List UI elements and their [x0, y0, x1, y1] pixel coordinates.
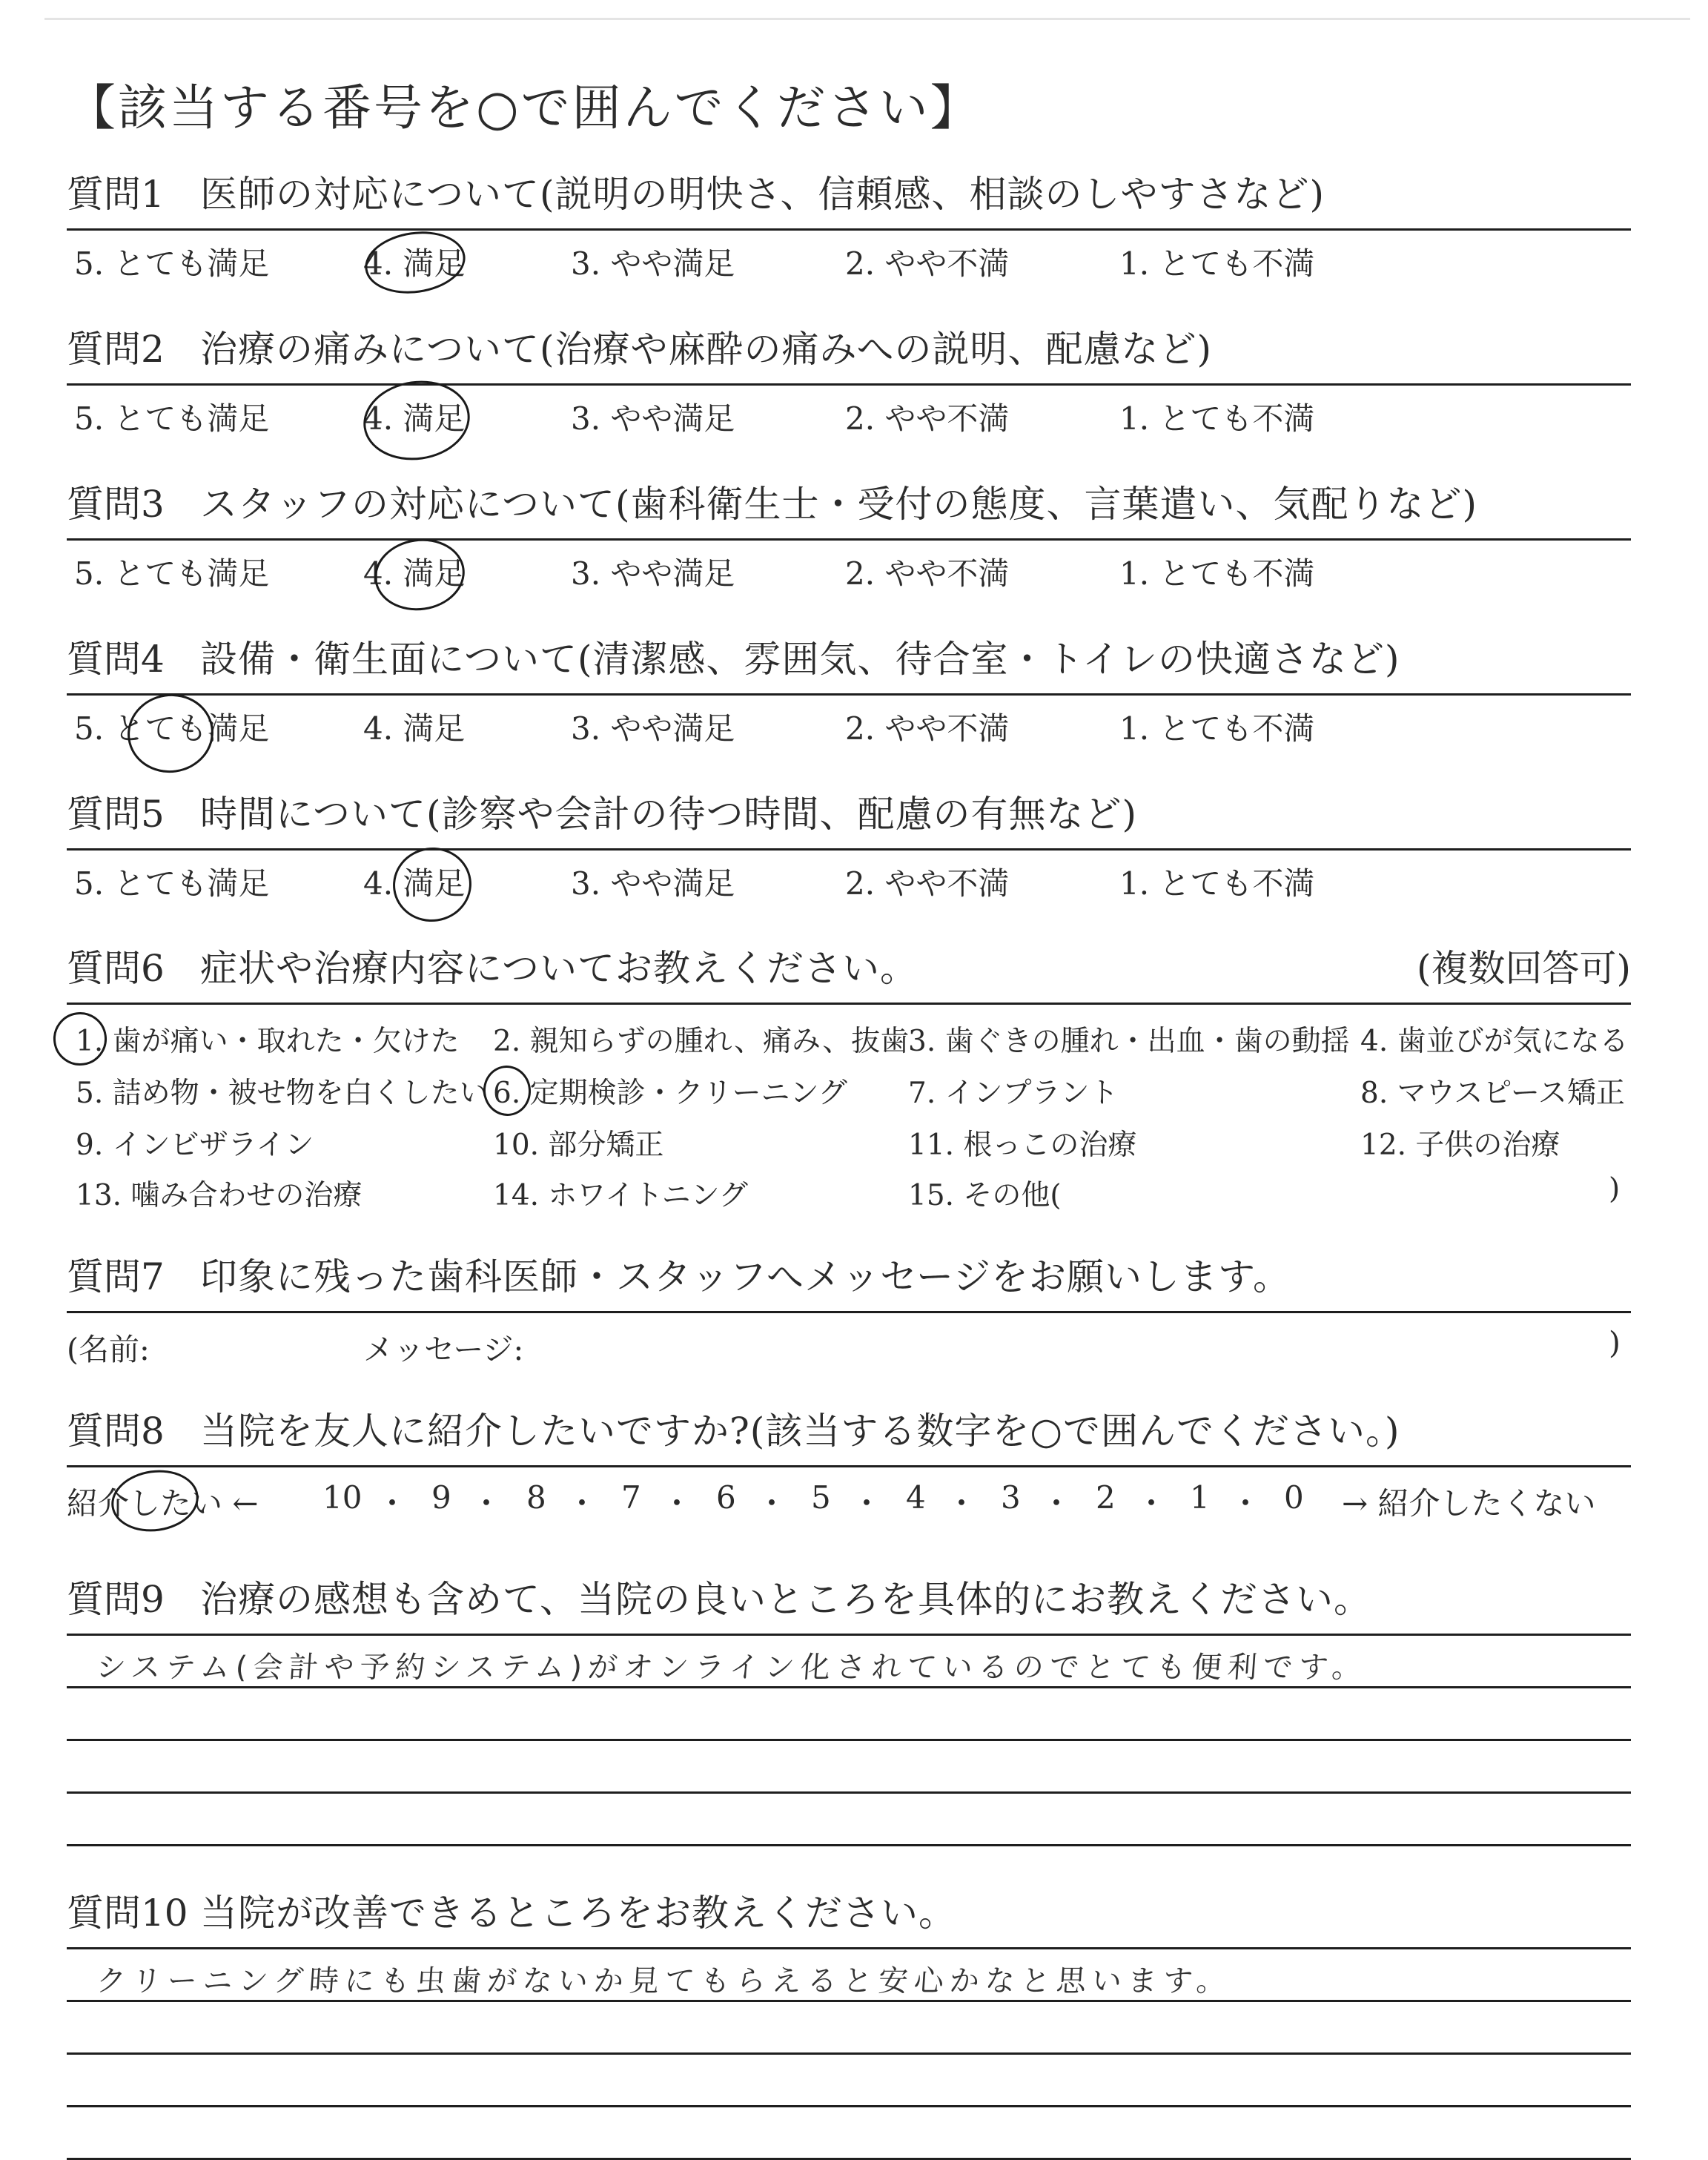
symptom-option-1[interactable]: 1. 歯が痛い・取れた・欠けた: [76, 1025, 460, 1058]
symptom-option-8[interactable]: 8. マウスピース矯正: [1360, 1077, 1625, 1110]
symptom-option-11[interactable]: 11. 根っこの治療: [908, 1129, 1137, 1162]
scale-2[interactable]: 2: [1096, 1479, 1116, 1516]
symptom-option-6[interactable]: 6. 定期検診・クリーニング: [493, 1077, 847, 1110]
question-7: [67, 1247, 1631, 1373]
message-close-paren: ): [1609, 1325, 1621, 1361]
question-4: [67, 630, 1631, 755]
selection-circle: [358, 374, 474, 466]
rating-option-3[interactable]: 3. やや満足: [571, 400, 735, 437]
rating-option-3[interactable]: 3. やや満足: [571, 710, 735, 747]
symptom-option-15[interactable]: 15. その他(: [908, 1179, 1062, 1212]
symptom-option-5[interactable]: 5. 詰め物・被せ物を白くしたい: [76, 1077, 489, 1110]
scale-dot: ・: [377, 1485, 408, 1522]
form-header: 【該当する番号を○で囲んでください】: [67, 79, 982, 136]
question-6: [67, 939, 1631, 1212]
question-label: 質問8: [67, 1410, 165, 1453]
rating-option-2[interactable]: 2. やや不満: [845, 710, 1010, 747]
rating-option-2[interactable]: 2. やや不満: [845, 400, 1010, 437]
selection-circle: [361, 225, 469, 300]
message-label: メッセージ:: [363, 1332, 524, 1367]
recommend-label-right: → 紹介したくない: [1342, 1485, 1596, 1522]
rating-option-2[interactable]: 2. やや不満: [845, 865, 1010, 902]
scale-6[interactable]: 6: [716, 1479, 736, 1516]
scale-dot: ・: [756, 1485, 788, 1522]
question-text: 当院が改善できるところをお教えください。: [200, 1892, 956, 1935]
question-9: [67, 1570, 1631, 1846]
scale-0[interactable]: 0: [1284, 1479, 1304, 1516]
question-label: 質問5: [67, 793, 165, 836]
symptom-option-13[interactable]: 13. 噛み合わせの治療: [76, 1179, 363, 1212]
scale-10[interactable]: 10: [322, 1479, 363, 1516]
selection-circle: [107, 1464, 202, 1537]
scale-8[interactable]: 8: [526, 1479, 546, 1516]
selection-circle: [122, 688, 219, 778]
rating-option-1[interactable]: 1. とても不満: [1119, 555, 1315, 592]
recommend-label-left: 紹介したい ←: [67, 1485, 259, 1522]
scale-dot: ・: [1230, 1485, 1262, 1522]
rating-option-2[interactable]: 2. やや不満: [845, 245, 1010, 282]
question-text: 印象に残った歯科医師・スタッフへメッセージをお願いします。: [200, 1255, 1291, 1298]
rating-option-1[interactable]: 1. とても不満: [1119, 245, 1315, 282]
symptom-option-4[interactable]: 4. 歯並びが気になる: [1360, 1025, 1629, 1058]
rating-option-5[interactable]: 5. とても満足: [74, 710, 270, 747]
question-text: スタッフの対応について(歯科衛生士・受付の態度、言葉遣い、気配りなど): [200, 483, 1478, 526]
rating-option-5[interactable]: 5. とても満足: [74, 555, 270, 592]
multiple-answer-note: (複数回答可): [1416, 947, 1631, 990]
scale-dot: ・: [946, 1485, 978, 1522]
rating-option-5[interactable]: 5. とても満足: [74, 400, 270, 437]
scale-dot: ・: [471, 1485, 503, 1522]
scale-3[interactable]: 3: [1001, 1479, 1021, 1516]
scale-dot: ・: [851, 1485, 883, 1522]
rating-option-4[interactable]: 4. 満足: [363, 865, 466, 902]
scale-dot: ・: [1136, 1485, 1168, 1522]
question-label: 質問7: [67, 1255, 165, 1298]
symptom-option-3[interactable]: 3. 歯ぐきの腫れ・出血・歯の動揺: [908, 1025, 1350, 1058]
rating-option-5[interactable]: 5. とても満足: [74, 245, 270, 282]
rating-option-1[interactable]: 1. とても不満: [1119, 400, 1315, 437]
question-label: 質問2: [67, 328, 165, 371]
question-label: 質問9: [67, 1578, 165, 1621]
question-text: 症状や治療内容についてお教えください。: [200, 947, 918, 990]
rating-option-5[interactable]: 5. とても満足: [74, 865, 270, 902]
question-text: 当院を友人に紹介したいですか?(該当する数字を○で囲んでください。): [200, 1410, 1400, 1453]
symptom-option-14[interactable]: 14. ホワイトニング: [493, 1179, 748, 1212]
scale-5[interactable]: 5: [811, 1479, 831, 1516]
question-text: 時間について(診察や会計の待つ時間、配慮の有無など): [200, 793, 1138, 836]
question-label: 質問1: [67, 173, 165, 216]
question-2: [67, 320, 1631, 445]
symptom-option-2[interactable]: 2. 親知らずの腫れ、痛み、抜歯: [493, 1025, 910, 1058]
question-text: 治療の感想も含めて、当院の良いところを具体的にお教えください。: [200, 1578, 1371, 1621]
handwritten-answer: システム(会計や予約システム)がオンライン化されているのでとても便利です。: [95, 1651, 1369, 1685]
scale-9[interactable]: 9: [431, 1479, 451, 1516]
selection-circle: [370, 533, 469, 616]
handwritten-answer: クリーニング時にも虫歯がないか見てもらえると安心かなと思います。: [95, 1964, 1234, 1998]
question-10: [67, 1883, 1631, 2160]
question-label: 質問3: [67, 483, 165, 526]
answer-area[interactable]: [67, 1947, 1631, 2160]
rating-option-3[interactable]: 3. やや満足: [571, 555, 735, 592]
scale-4[interactable]: 4: [906, 1479, 926, 1516]
question-label: 質問4: [67, 638, 165, 681]
question-text: 治療の痛みについて(治療や麻酔の痛みへの説明、配慮など): [200, 328, 1213, 371]
scale-dot: ・: [1041, 1485, 1073, 1522]
other-close-paren: ): [1609, 1172, 1621, 1206]
rating-option-1[interactable]: 1. とても不満: [1119, 710, 1315, 747]
symptom-option-7[interactable]: 7. インプラント: [908, 1077, 1119, 1110]
rating-option-1[interactable]: 1. とても不満: [1119, 865, 1315, 902]
scale-dot: ・: [661, 1485, 693, 1522]
symptom-option-10[interactable]: 10. 部分矯正: [493, 1129, 664, 1162]
symptom-option-9[interactable]: 9. インビザライン: [76, 1129, 314, 1162]
rating-option-3[interactable]: 3. やや満足: [571, 865, 735, 902]
rating-option-4[interactable]: 4. 満足: [363, 710, 466, 747]
selection-circle: [388, 842, 477, 927]
scale-1[interactable]: 1: [1190, 1479, 1210, 1516]
question-5: [67, 785, 1631, 910]
scale-dot: ・: [566, 1485, 598, 1522]
name-label: (名前:: [67, 1332, 150, 1367]
answer-line: [67, 1844, 1631, 1846]
rating-option-4[interactable]: 4. 満足: [363, 555, 466, 592]
scale-7[interactable]: 7: [621, 1479, 641, 1516]
symptom-option-12[interactable]: 12. 子供の治療: [1360, 1129, 1560, 1162]
rating-option-4[interactable]: 4. 満足: [363, 245, 466, 282]
question-8: [67, 1401, 1631, 1534]
question-text: 設備・衛生面について(清潔感、雰囲気、待合室・トイレの快適さなど): [200, 638, 1400, 681]
question-3: [67, 475, 1631, 600]
answer-area[interactable]: [67, 1634, 1631, 1846]
question-label: 質問10: [67, 1892, 188, 1935]
question-1: [67, 165, 1631, 290]
rating-option-3[interactable]: 3. やや満足: [571, 245, 735, 282]
rating-option-4[interactable]: 4. 満足: [363, 400, 466, 437]
rating-option-2[interactable]: 2. やや不満: [845, 555, 1010, 592]
page-top-border: [44, 18, 1690, 20]
question-label: 質問6: [67, 947, 165, 990]
question-text: 医師の対応について(説明の明快さ、信頼感、相談のしやすさなど): [200, 173, 1325, 216]
